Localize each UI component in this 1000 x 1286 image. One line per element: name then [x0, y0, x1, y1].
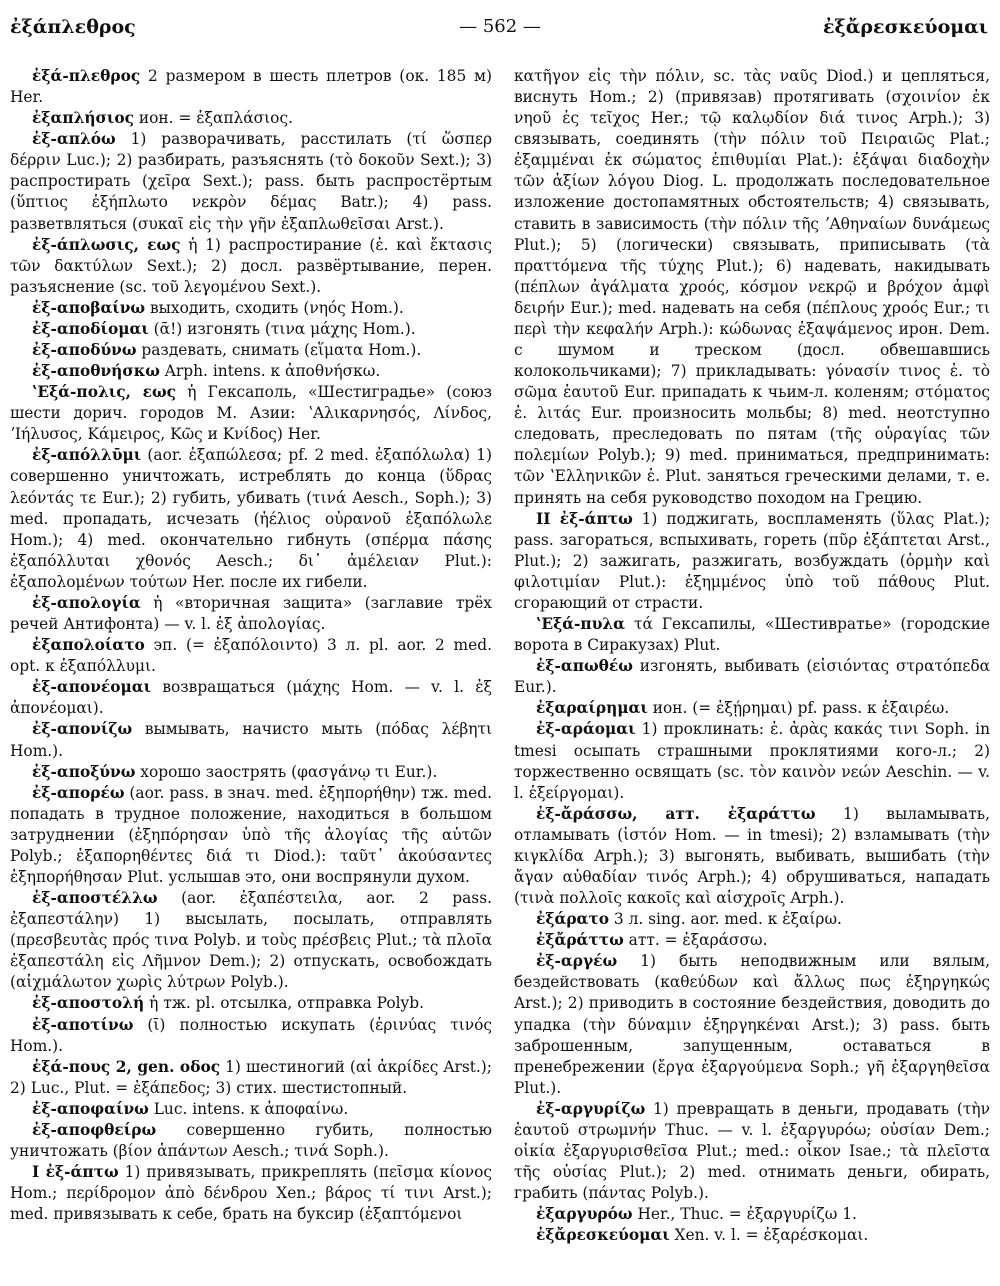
- dictionary-entry: [10, 1099, 492, 1120]
- entry-definition: (aor. ἐξαπέστειλα, aor. 2 pass. ἐξαπεστάλην) 1) высылать, посылать, отправлять (πρεσβευτὰς πρός τινα Polyb. и τοὺς πρέσβεις Plut.; τὰ πλοῖα ἐξαπεστάλη εἰς Λῆμνον Dem.); 2) отпускать, освобождать (αἰχμάλωτον χωρὶς λύτρων Polyb.).: [10, 889, 492, 992]
- entry-definition: ион. = ἐξαπλάσιος.: [134, 109, 293, 128]
- entry-definition: (ῑ) полностью искупать (ἐρινύας τινός Hom.).: [10, 1015, 492, 1055]
- dictionary-entry: [514, 804, 990, 909]
- dictionary-entry: [10, 340, 492, 361]
- dictionary-entry: [10, 888, 492, 993]
- dictionary-entry: [10, 382, 492, 445]
- dictionary-entry: [514, 1204, 990, 1225]
- entry-headword: II ἐξ-άπτω: [536, 509, 633, 528]
- dictionary-entry: [514, 614, 990, 656]
- entry-definition: (aor. pass. в знач. med. ἐξηπορήθην) тж. med. попадать в трудное положение, находиться в большом затруднении (ἐξηπόρησαν ὑπὸ τῆς ἀλογίας τῆς αὐτῶν Polyb.; ἐξαπορηθέντες διά τι Diod.): ταῦτ᾿ ἀκούσαντες ἐξηπορήθησαν Plut. услышав это, они воспрянули духом.: [10, 783, 492, 886]
- entry-definition: ἡ Гексаполь, «Шестиградье» (союз шести дорич. городов М. Азии: ʽΑλικαρνησός, Λίνδος, ʼΙήλυσος, Κάμειρος, Κῶς и Κνίδος) Her.: [10, 383, 492, 444]
- dictionary-entry: [514, 1225, 990, 1246]
- dictionary-entry: [10, 1162, 492, 1225]
- entry-headword: ἐξαπολοίατο: [32, 636, 145, 655]
- entry-definition: Xen. v. l. = ἐξαρέσκομαι.: [669, 1226, 869, 1245]
- entry-definition: возвращаться (μάχης Hom. — v. l. ἐξ ἀπονέομαι).: [10, 678, 492, 718]
- entry-headword: ἐξ-αποφαίνω: [32, 1099, 149, 1118]
- dictionary-entry: [10, 993, 492, 1014]
- entry-definition: выходить, сходить (νηός Hom.).: [145, 298, 404, 317]
- entry-headword: ἐξ-αργυρίζω: [536, 1099, 646, 1118]
- entry-headword: ἐξ-ἄράσσω, атт. ἐξαράττω: [536, 804, 816, 823]
- dictionary-entry: [10, 783, 492, 888]
- entry-headword: ἐξ-αποβαίνω: [32, 298, 146, 317]
- entry-headword: I ἐξ-άπτω: [32, 1163, 119, 1182]
- entry-definition: 1) шестиногий (αἱ ἀκρίδες Arst.); 2) Luc., Plut. = ἑξάπεδος; 3) стих. шестистопный.: [10, 1057, 492, 1097]
- right-column: [514, 66, 990, 1246]
- entry-definition: изгонять, выбивать (εἰσιόντας στρατόπεδα Eur.).: [514, 657, 990, 697]
- entry-definition: ион. (= ἐξῄρημαι) pf. pass. к ἐξαιρέω.: [647, 699, 950, 718]
- entry-headword: ἐξ-αποφθείρω: [32, 1120, 157, 1139]
- entry-headword: ἐξαργυρόω: [536, 1205, 633, 1224]
- entry-headword: ἐξ-αποστέλλω: [32, 889, 158, 908]
- entry-definition: 1) проклинать: ἐ. ἀρὰς κακάς τινι Soph. in tmesi осыпать страшными проклятиями кого-л.; 2) торжественно освящать (sc. τὸν καινὸν νεών Aeschin. — v. l. ἐξείργομαι).: [514, 720, 990, 802]
- entry-definition: 1) выламывать, отламывать (ἱστόν Hom. — in tmesi); 2) взламывать (τὴν κιγκλίδα Arph.); 3) выгонять, выбивать, вышибать (τὴν ἄγαν αὐθαδίαν τινός Arph.); 4) обрушиваться, нападать (τινὰ πολλοῖς κακοῖς καὶ αἰσχροῖς Arph.).: [514, 804, 991, 908]
- entry-definition: 1) поджигать, воспламенять (ὕλας Plat.); pass. загораться, вспыхивать, гореть (πῦρ ἐξάπτεται Arst., Plut.); 2) зажигать, разжигать, возбуждать (ὁρμὴν καὶ φιλοτιμίαν Plut.): ἐξημμένος ὑπὸ τοῦ πάθους Plut. сгорающий от страсти.: [514, 509, 990, 612]
- entry-definition: Luc. intens. к ἀποφαίνω.: [148, 1099, 349, 1118]
- dictionary-entry: [514, 930, 990, 951]
- dictionary-entry: [10, 1120, 492, 1162]
- entry-definition: 1) превращать в деньги, продавать (τὴν ἑαυτοῦ στρωμνήν Thuc. — v. l. ἐξαργυρόω; οὐσίαν Dem.; οἰκία ἐξαργυρισθεῖσα Plut.; med.: οἶκον Isae.; τὰ πλεῖστα τῆς οὐσίας Plut.); 2) med. отнимать деньги, обирать, грабить (πάντας Polyb.).: [514, 1099, 990, 1203]
- entry-headword: ἐξαπλήσιος: [32, 109, 134, 128]
- entry-headword: ἐξ-απωθέω: [536, 657, 633, 676]
- dictionary-entry: [10, 635, 492, 677]
- entry-definition: κατῆγον εἰς τὴν πόλιν, sc. τὰς ναῦς Diod.) и цепляться, виснуть Hom.; 2) (привязав) протягивать (σχοινίον ἐκ νηοῦ ἐς τεῖχος Her.; τῷ καλῳδίον διά τινος Arph.); 3) связывать, соединять (τὴν πόλιν τοῦ Πειραιῶς Plat.; ἐξαμμέναι ἐκ σώματος ἐπιθυμίαι Plat.): ἐξάψαι διαδοχὴν τῶν ἀξίων λόγου Diog. L. продолжать последовательное изложение достопамятных обстоятельств; 4) связывать, ставить в зависимость (τὴν πόλιν τῆς ʼΑθηναίων δυνάμεως Plut.); 5) (логически) связывать, приписывать (τὰ πραττόμενα τῆς τύχης Plut.); 6) надевать, накидывать (πέπλων ἀγάλματα χροός, κόσμον νεκρῷ и βρόχον ἀμφὶ δειρήν Eur.); med. надевать на себя (πέπλους χροός Eur.; τι περὶ τὴν κεφαλήν Arph.): κώδωνας ἐξαψάμενος ирон. Dem. с шумом и треском (досл. обвешавшись колокольчиками); 7) прикладывать: γόνασίν τινος ἐ. τὸ σῶμα ἑαυτοῦ Eur. припадать к чьим-л. коленям; στόματος ἐ. λιτάς Eur. произносить мольбы; 8) med. неотступно следовать, преследовать по пятам (τῆς οὐραγίας τῶν πολεμίων Polyb.); 9) med. приниматься, предпринимать: τῶν ʽΕλληνικῶν ἐ. Plut. заняться греческими делами, т. е. принять на себя руководство походом на Грецию.: [514, 67, 990, 507]
- left-column: [10, 66, 492, 1225]
- entry-headword: ἐξ-αποξύνω: [32, 762, 136, 781]
- entry-headword: ἐξ-απονέομαι: [32, 678, 152, 697]
- dictionary-entry: [10, 1015, 492, 1057]
- entry-headword: ἐξ-αποδίομαι: [32, 319, 149, 338]
- dictionary-entry: [514, 1099, 990, 1204]
- entry-headword: ἐξάρατο: [536, 910, 610, 929]
- entry-headword: ἐξἄρεσκεύομαι: [536, 1226, 670, 1245]
- running-headword-left: ἐξάπλεθρος: [10, 16, 136, 38]
- entry-definition: (ᾱ!) изгонять (τινα μάχης Hom.).: [148, 319, 416, 338]
- dictionary-entry: [10, 762, 492, 783]
- entry-headword: ἐξά-πους 2, gen. οδος: [32, 1057, 221, 1076]
- entry-definition: ἡ «вторичная защита» (заглавие трёх речей Антифонта) — v. l. ἐξ ἀπολογίας.: [10, 593, 492, 634]
- entry-definition: атт. = ἐξαράσσω.: [623, 931, 768, 950]
- entry-definition: вымывать, начисто мыть (πόδας λέβητι Hom.).: [10, 720, 492, 760]
- entry-definition: Arph. intens. к ἀποθνήσκω.: [159, 362, 381, 381]
- entry-headword: ἐξ-απορέω: [32, 783, 125, 802]
- dictionary-entry: [10, 108, 492, 129]
- dictionary-entry: [514, 951, 990, 1099]
- entry-definition: эп. (= ἐξαπόλοιντο) 3 л. pl. aor. 2 med. opt. к ἐξαπόλλυμι.: [10, 636, 492, 676]
- entry-definition: τά Гексапилы, «Шестивратье» (городские ворота в Сиракузах) Plut.: [514, 615, 990, 655]
- dictionary-entry: [514, 509, 990, 614]
- entry-definition: 1) быть неподвижным или вялым, бездействовать (καθεύδων καὶ ἄλλως πως ἐξηργηκώς Arst.); 2) приводить в состояние бездействия, доводить до упадка (τὴν δύναμιν ἐξηργηκέναι Arst.); 3) pass. быть заброшенным, запущенным, оставаться в пренебрежении (ἔργα ἐξαργούμενα Soph.; γῆ ἐξαργηθεῖσα Plut.).: [514, 952, 990, 1097]
- entry-definition: совершенно губить, полностью уничтожать (βίον ἁπάντων Aesch.; τινά Soph.).: [10, 1120, 492, 1160]
- entry-definition: ἡ тж. pl. отсылка, отправка Polyb.: [144, 994, 424, 1013]
- entry-headword: ἐξ-απλόω: [32, 130, 116, 149]
- dictionary-entry: [10, 719, 492, 761]
- dictionary-entry: [514, 656, 990, 698]
- entry-definition: ἡ 1) распростирание (ἐ. καὶ ἔκτασις τῶν δακτύλων Sext.); 2) досл. развёртывание, перен. разъяснение (sc. τοῦ λεγομένου Sext.).: [10, 235, 492, 296]
- entry-headword: ἐξαραίρημαι: [536, 699, 648, 718]
- entry-headword: ἐξ-αργέω: [536, 952, 618, 971]
- entry-headword: ἐξ-αποδύνω: [32, 341, 137, 360]
- dictionary-entry: [10, 677, 492, 719]
- dictionary-entry: [10, 235, 492, 298]
- entry-definition: хорошо заострять (φασγάνῳ τι Eur.).: [135, 762, 438, 781]
- dictionary-entry: [10, 298, 492, 319]
- entry-definition: 1) привязывать, прикреплять (πεῖσμα κίονος Hom.; περίδρομον ἀπὸ δένδρου Xen.; βάρος τί τινι Arst.); med. привязывать к себе, брать на буксир (ἐξαπτόμενοι: [10, 1163, 492, 1224]
- entry-definition: 2 размером в шесть плетров (ок. 185 м) Her.: [10, 67, 492, 107]
- entry-definition: раздевать, снимать (εἵματα Hom.).: [136, 341, 422, 360]
- dictionary-entry: [514, 66, 990, 509]
- entry-headword: ἐξ-αποστολή: [32, 994, 145, 1013]
- entry-headword: ἐξ-αποτίνω: [32, 1015, 134, 1034]
- entry-headword: ἐξἄράττω: [536, 931, 624, 950]
- dictionary-entry: [10, 361, 492, 382]
- entry-headword: ἐξ-απονίζω: [32, 720, 133, 739]
- dictionary-entry: [10, 593, 492, 635]
- page-header: [0, 0, 1000, 52]
- dictionary-entry: [10, 66, 492, 108]
- dictionary-entry: [514, 909, 990, 930]
- entry-headword: ἐξ-άπλωσις, εως: [32, 235, 181, 254]
- entry-headword: ἐξά-πλεθρος: [32, 67, 141, 85]
- entry-headword: ἐξ-αράομαι: [536, 720, 636, 739]
- running-headword-right: ἐξἄρεσκεύομαι: [823, 16, 988, 38]
- dictionary-entry: [10, 445, 492, 593]
- entry-headword: ἐξ-απόλλῡμι: [32, 446, 142, 465]
- entry-headword: ʽΕξά-πολις, εως: [32, 383, 176, 402]
- entry-definition: (aor. ἐξαπώλεσα; pf. 2 med. ἐξαπόλωλα) 1) совершенно уничтожать, истреблять до конца (ὕδρας λεόντάς τε Eur.); 2) губить, убивать (τινά Aesch., Soph.); 3) med. пропадать, исчезать (ἠέλιος οὐρανοῦ ἐξαπόλωλε Hom.); 4) med. окончательно гибнуть (σπέρμα πάσης ἐξαπόλλυται χθονός Aesch.; δι᾿ ἀμέλειαν Plut.): ἐξαπολομένων τούτων Her. после их гибели.: [10, 446, 492, 591]
- entry-headword: ἐξ-απολογία: [32, 593, 141, 612]
- entry-definition: Her., Thuc. = ἐξαργυρίζω 1.: [632, 1205, 857, 1224]
- dictionary-entry: [10, 1057, 492, 1099]
- page-number: — 562 —: [459, 16, 541, 37]
- entry-definition: 3 л. sing. aor. med. к ἐξαίρω.: [609, 910, 842, 929]
- dictionary-entry: [10, 129, 492, 234]
- entry-headword: ʽΕξά-πυλα: [536, 615, 626, 634]
- dictionary-entry: [10, 319, 492, 340]
- entry-headword: ἐξ-αποθνήσκω: [32, 362, 160, 381]
- entry-definition: 1) разворачивать, расстилать (τί ὥσπερ δέρριν Luc.); 2) разбирать, разъяснять (τὸ δοκοῦν Sext.); 3) распростирать (χεῖρα Sext.); pass. быть распростёртым (ὕπτιος ἐξήπλωτο νεκρὸν δέμας Batr.); 4) pass. разветвляться (συκαῖ εἰς τὴν γῆν ἐξαπλωθεῖσαι Arst.).: [10, 130, 492, 233]
- dictionary-entry: [514, 698, 990, 719]
- dictionary-entry: [514, 719, 990, 803]
